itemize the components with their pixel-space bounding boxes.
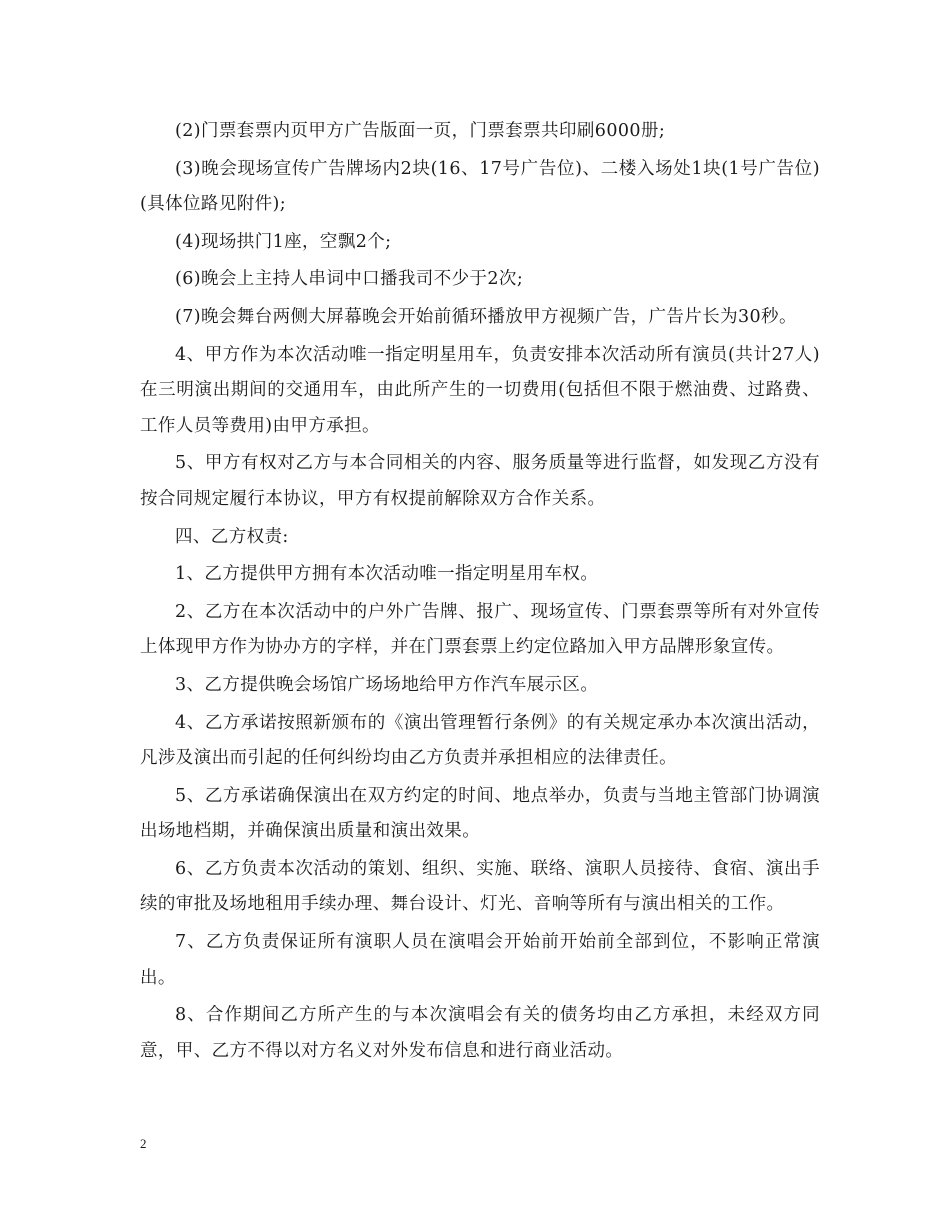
paragraph: 3、乙方提供晚会场馆广场场地给甲方作汽车展示区。 bbox=[175, 674, 599, 695]
paragraph: 1、乙方提供甲方拥有本次活动唯一指定明星用车权。 bbox=[175, 564, 599, 585]
paragraph: (2)门票套票内页甲方广告版面一页，门票套票共印刷6000册; bbox=[175, 121, 666, 141]
paragraph: 2、乙方在本次活动中的户外广告牌、报广、现场宣传、门票套票等所有对外宣传上体现甲方作为协办方的字样，并在门票套票上约定位路加入甲方品牌形象宣传。 bbox=[140, 601, 820, 658]
document-body bbox=[140, 114, 820, 1071]
paragraph: 6、乙方负责本次活动的策划、组织、实施、联络、演职人员接待、食宿、演出手续的审批及场地租用手续办理、舞台设计、灯光、音响等所有与演出相关的工作。 bbox=[140, 858, 820, 915]
paragraph: 5、甲方有权对乙方与本合同相关的内容、服务质量等进行监督，如发现乙方没有按合同规定履行本协议，甲方有权提前解除双方合作关系。 bbox=[140, 453, 820, 509]
paragraph: 7、乙方负责保证所有演职人员在演唱会开始前开始前全部到位，不影响正常演出。 bbox=[140, 932, 820, 988]
paragraph: 8、合作期间乙方所产生的与本次演唱会有关的债务均由乙方承担，未经双方同意，甲、乙方不得以对方名义对外发布信息和进行商业活动。 bbox=[140, 1005, 820, 1061]
paragraph: (6)晚会上主持人串词中口播我司不少于2次; bbox=[175, 269, 524, 290]
section-heading: 四、乙方权责: bbox=[175, 526, 289, 547]
paragraph: 4、乙方承诺按照新颁布的《演出管理暂行条例》的有关规定承办本次演出活动，凡涉及演出而引起的任何纠纷均由乙方负责并承担相应的法律责任。 bbox=[140, 712, 820, 769]
page-number: 2 bbox=[140, 1136, 147, 1151]
paragraph: 5、乙方承诺确保演出在双方约定的时间、地点举办，负责与当地主管部门协调演出场地档期，并确保演出质量和演出效果。 bbox=[140, 785, 820, 842]
paragraph: (7)晚会舞台两侧大屏幕晚会开始前循环播放甲方视频广告，广告片长为30秒。 bbox=[175, 306, 797, 327]
paragraph: (4)现场拱门1座，空飘2个; bbox=[175, 231, 392, 252]
paragraph: 4、甲方作为本次活动唯一指定明星用车，负责安排本次活动所有演员(共计27人)在三明演出期间的交通用车，由此所产生的一切费用(包括但不限于燃油费、过路费、工作人员等费用)由甲方承担。 bbox=[140, 344, 820, 436]
paragraph: (3)晚会现场宣传广告牌场内2块(16、17号广告位)、二楼入场处1块(1号广告位)(具体位路见附件); bbox=[140, 158, 820, 215]
